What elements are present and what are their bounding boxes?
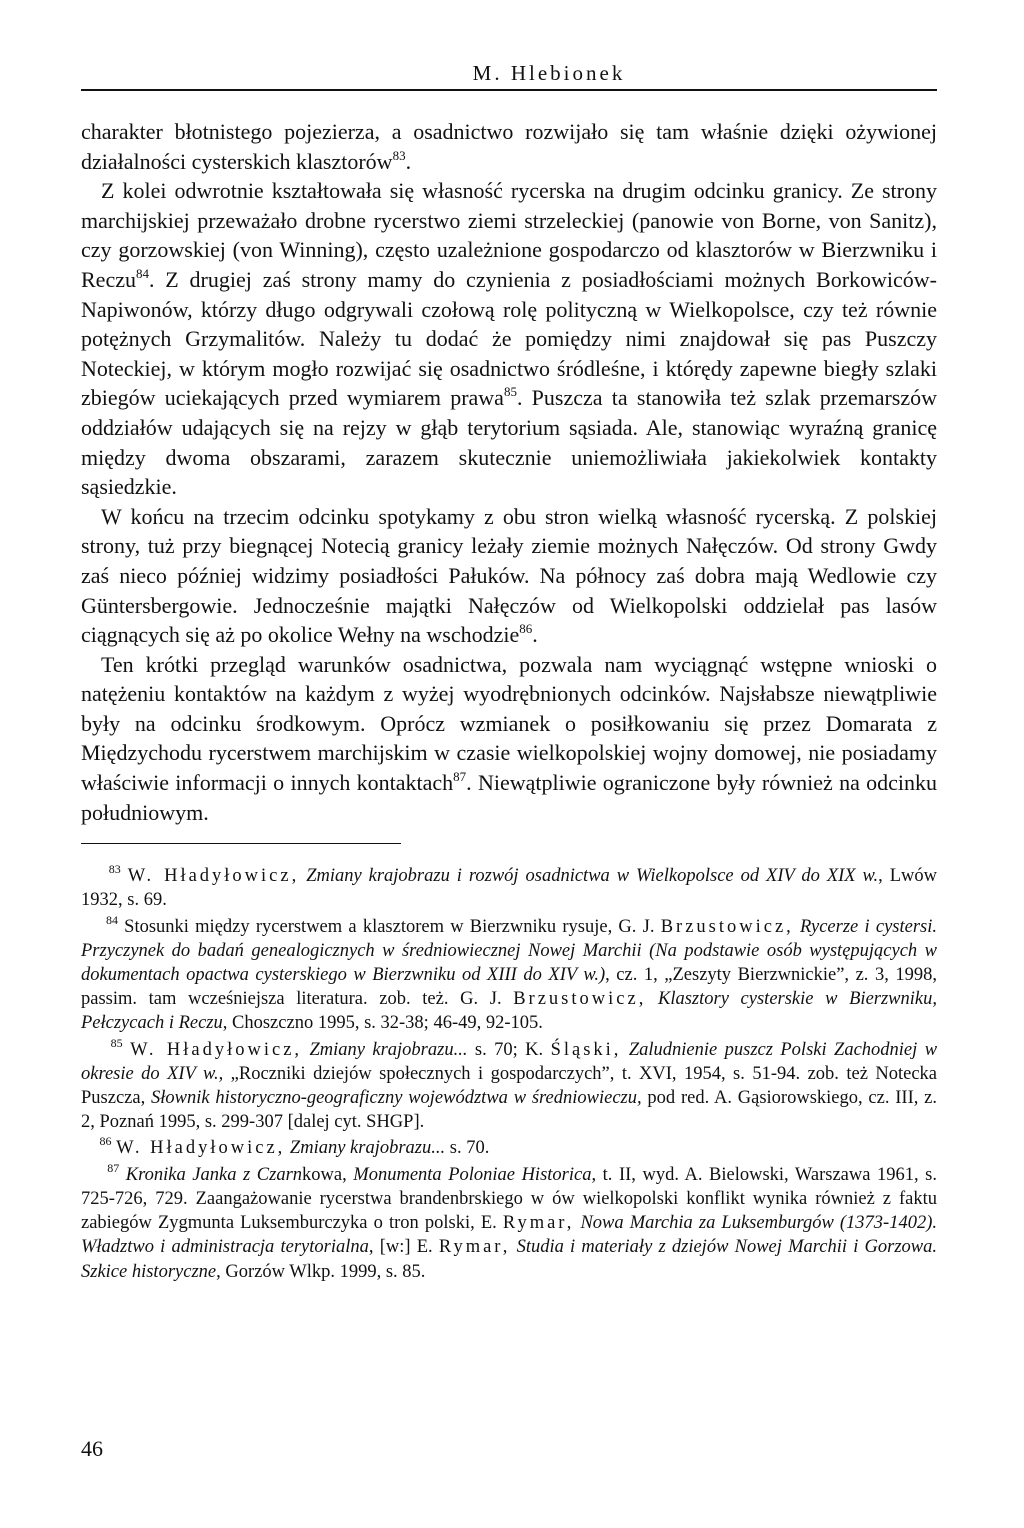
- footnote-number: 85: [110, 1035, 123, 1050]
- title: Studia i materiały z dziejów Nowej Marchii i Gorzowa. Szkice historyczne: [81, 1237, 938, 1282]
- footnote-number: 86: [99, 1134, 112, 1149]
- text: , t. II, wyd. A. Bielowski, Warszawa 1961, s. 725-726, 729. Zaangażowanie rycerstwa brandenbrskiego w ów wielkopolski konflikt wynika również z faktu zabiegów Zygmunta Luksemburczyka o tron polski, E.: [81, 1164, 938, 1234]
- text: , „Roczniki dziejów społecznych i gospodarczych”, t. XVI, 1954, s. 51-94. zob. też Notecka Puszcza,: [81, 1063, 937, 1109]
- text: , Lwów 1932, s. 69.: [81, 866, 937, 911]
- title: Kronika Janka z Czarn: [125, 1164, 303, 1185]
- paragraph-4: [81, 650, 937, 828]
- footnote-number: 83: [108, 862, 121, 877]
- title: Nowa Marchia za Luksemburgów (1373-1402). Władztwo i administracja terytorialna: [81, 1213, 938, 1258]
- footnotes: [81, 864, 937, 1283]
- p3-text-b: .: [532, 622, 538, 648]
- p1-text-b: .: [405, 148, 412, 174]
- title: Zmiany krajobrazu i rozwój osadnictwa w Wielkopolsce od XIV do XIX w.: [306, 866, 879, 887]
- footnote-86: [81, 1136, 937, 1160]
- text: s. 70.: [445, 1138, 490, 1159]
- footnote-ref-86[interactable]: 86: [519, 621, 533, 637]
- author: Rymar,: [502, 1213, 575, 1234]
- author: Śląski,: [550, 1039, 622, 1060]
- footnote-84: [81, 912, 937, 1036]
- p1-text-a: charakter błotnistego pojezierza, a osadnictwo rozwijało się tam właśnie dzięki ożywionej działalności cysterskich klasztorów: [81, 119, 937, 174]
- title: Klasztory cysterskie w Bierzwniku, Pełczycach i Reczu: [81, 989, 937, 1034]
- p3-text-a: W końcu na trzecim odcinku spotykamy z obu stron wielką własność rycerską. Z polskiej strony, tuż przy biegnącej Notecią granicy leżały ziemie możnych Nałęczów. Od strony Gwdy zaś nieco później widzimy posiadłości Pałuków. Na północy zaś dobra mają Wedlowie czy Güntersbergowie. Jednocześnie majątki Nałęczów od Wielkopolski oddzielał pas lasów ciągnących się aż po okolice Wełny na wschodzie: [81, 503, 937, 648]
- body-text: [81, 117, 937, 827]
- footnote-ref-84[interactable]: 84: [135, 265, 149, 281]
- p2-text-a: Z kolei odwrotnie kształtowała się własność rycerska na drugim odcinku granicy. Ze strony marchijskiej przeważało drobne rycerstwo ziemi strzeleckiej (panowie von Borne, von Sanitz), czy gorzowskiej (von Winning), często uzależnione gospodarczo od klasztorów w Bierzwniku i Reczu: [81, 178, 937, 292]
- title: Rycerze i cystersi. Przyczynek do badań genealogicznych w średniowiecznej Nowej Marchii (Na podstawie osób występujących w dokumentach opactwa cysterskiego w Bierzwniku od XIII do XIV w.): [81, 916, 937, 986]
- title: Monumenta Poloniae Historica: [353, 1164, 592, 1185]
- author: Brzustowicz,: [513, 989, 647, 1010]
- author: Brzustowicz,: [660, 916, 794, 937]
- author: W. Hładyłowicz,: [127, 866, 300, 887]
- author: W. Hładyłowicz,: [116, 1138, 286, 1159]
- text: , Gorzów Wlkp. 1999, s. 85.: [216, 1261, 426, 1282]
- footnote-87: [81, 1160, 938, 1284]
- title: Słownik historyczno-geograficzny województwa w średniowieczu,: [151, 1088, 642, 1109]
- header-rule: [81, 89, 937, 91]
- p2-text-b: . Z drugiej zaś strony mamy do czynienia z posiadłościami możnych Borkowiców-Napiwonów, którzy długo odgrywali czołową rolę polityczną w Wielkopolsce, czy też równie potężnych Grzymalitów. Należy tu dodać że pomiędzy nimi znajdował się pas Puszczy Noteckiej, w którym mogło rozwijać się osadnictwo śródleśne, i którędy zapewne biegły szlaki zbiegów uciekających przed wymiarem prawa: [81, 266, 937, 411]
- text: Stosunki między rycerstwem a klasztorem w Bierzwniku rysuje, G. J.: [124, 916, 661, 937]
- page: [81, 60, 937, 1284]
- title: Zaludnienie puszcz Polski Zachodniej w okresie do XIV w.: [81, 1039, 938, 1084]
- p4-text-a: Ten krótki przegląd warunków osadnictwa, pozwala nam wyciągnąć wstępne wnioski o natężeniu kontaktów na każdym z wyżej wyodrębnionych odcinków. Najsłabsze niewątpliwie były na odcinku środkowym. Oprócz wzmianek o posiłkowaniu się przez Domarata z Międzychodu rycerstwem marchijskim w czasie wielkopolskiej wojny domowej, nie posiadamy właściwie informacji o innych kontaktach: [81, 651, 937, 796]
- footnote-ref-87[interactable]: 87: [453, 769, 467, 785]
- p2-text-c: . Puszcza ta stanowiła też szlak przemarszów oddziałów udających się na rejzy w głąb terytorium sąsiada. Ale, stanowiąc wyraźną granicę między dwoma obszarami, zarazem skutecznie uniemożliwiała jakiekolwiek kontakty sąsiedzkie.: [81, 385, 937, 500]
- footnote-separator: [81, 843, 401, 844]
- paragraph-3: [81, 502, 937, 650]
- footnote-number: 84: [105, 912, 118, 927]
- footnote-number: 87: [107, 1160, 120, 1175]
- text: , Choszczno 1995, s. 32-38; 46-49, 92-105.: [222, 1013, 543, 1034]
- author: W. Hładyłowicz,: [130, 1039, 303, 1060]
- footnote-83: [81, 864, 937, 912]
- paragraph-2: [81, 176, 937, 502]
- footnote-ref-83[interactable]: 83: [392, 147, 406, 163]
- text: , cz. 1, „Zeszyty Bierzwnickie”, z. 3, 1998, passim. tam wcześniejsza literatura. zob. też. G. J.: [81, 965, 937, 1010]
- p4-text-b: . Niewątpliwie ograniczone były również na odcinku południowym.: [81, 770, 938, 825]
- text: s. 70; K.: [467, 1039, 551, 1060]
- text: pod red. A. Gąsiorowskiego, cz. III, z. 2, Poznań 1995, s. 299-307 [dalej cyt. SHGP].: [81, 1088, 937, 1133]
- footnote-85: [81, 1035, 938, 1135]
- text: kowa,: [302, 1164, 354, 1185]
- title: Zmiany krajobrazu...: [309, 1039, 468, 1060]
- footnote-ref-85[interactable]: 85: [503, 384, 517, 400]
- text: , [w:] E.: [368, 1237, 439, 1258]
- page-number: 46: [81, 1436, 103, 1461]
- author: Rymar,: [438, 1237, 511, 1258]
- paragraph-1: [81, 117, 937, 176]
- running-head: M. Hlebionek: [472, 61, 626, 85]
- title: Zmiany krajobrazu...: [289, 1138, 446, 1159]
